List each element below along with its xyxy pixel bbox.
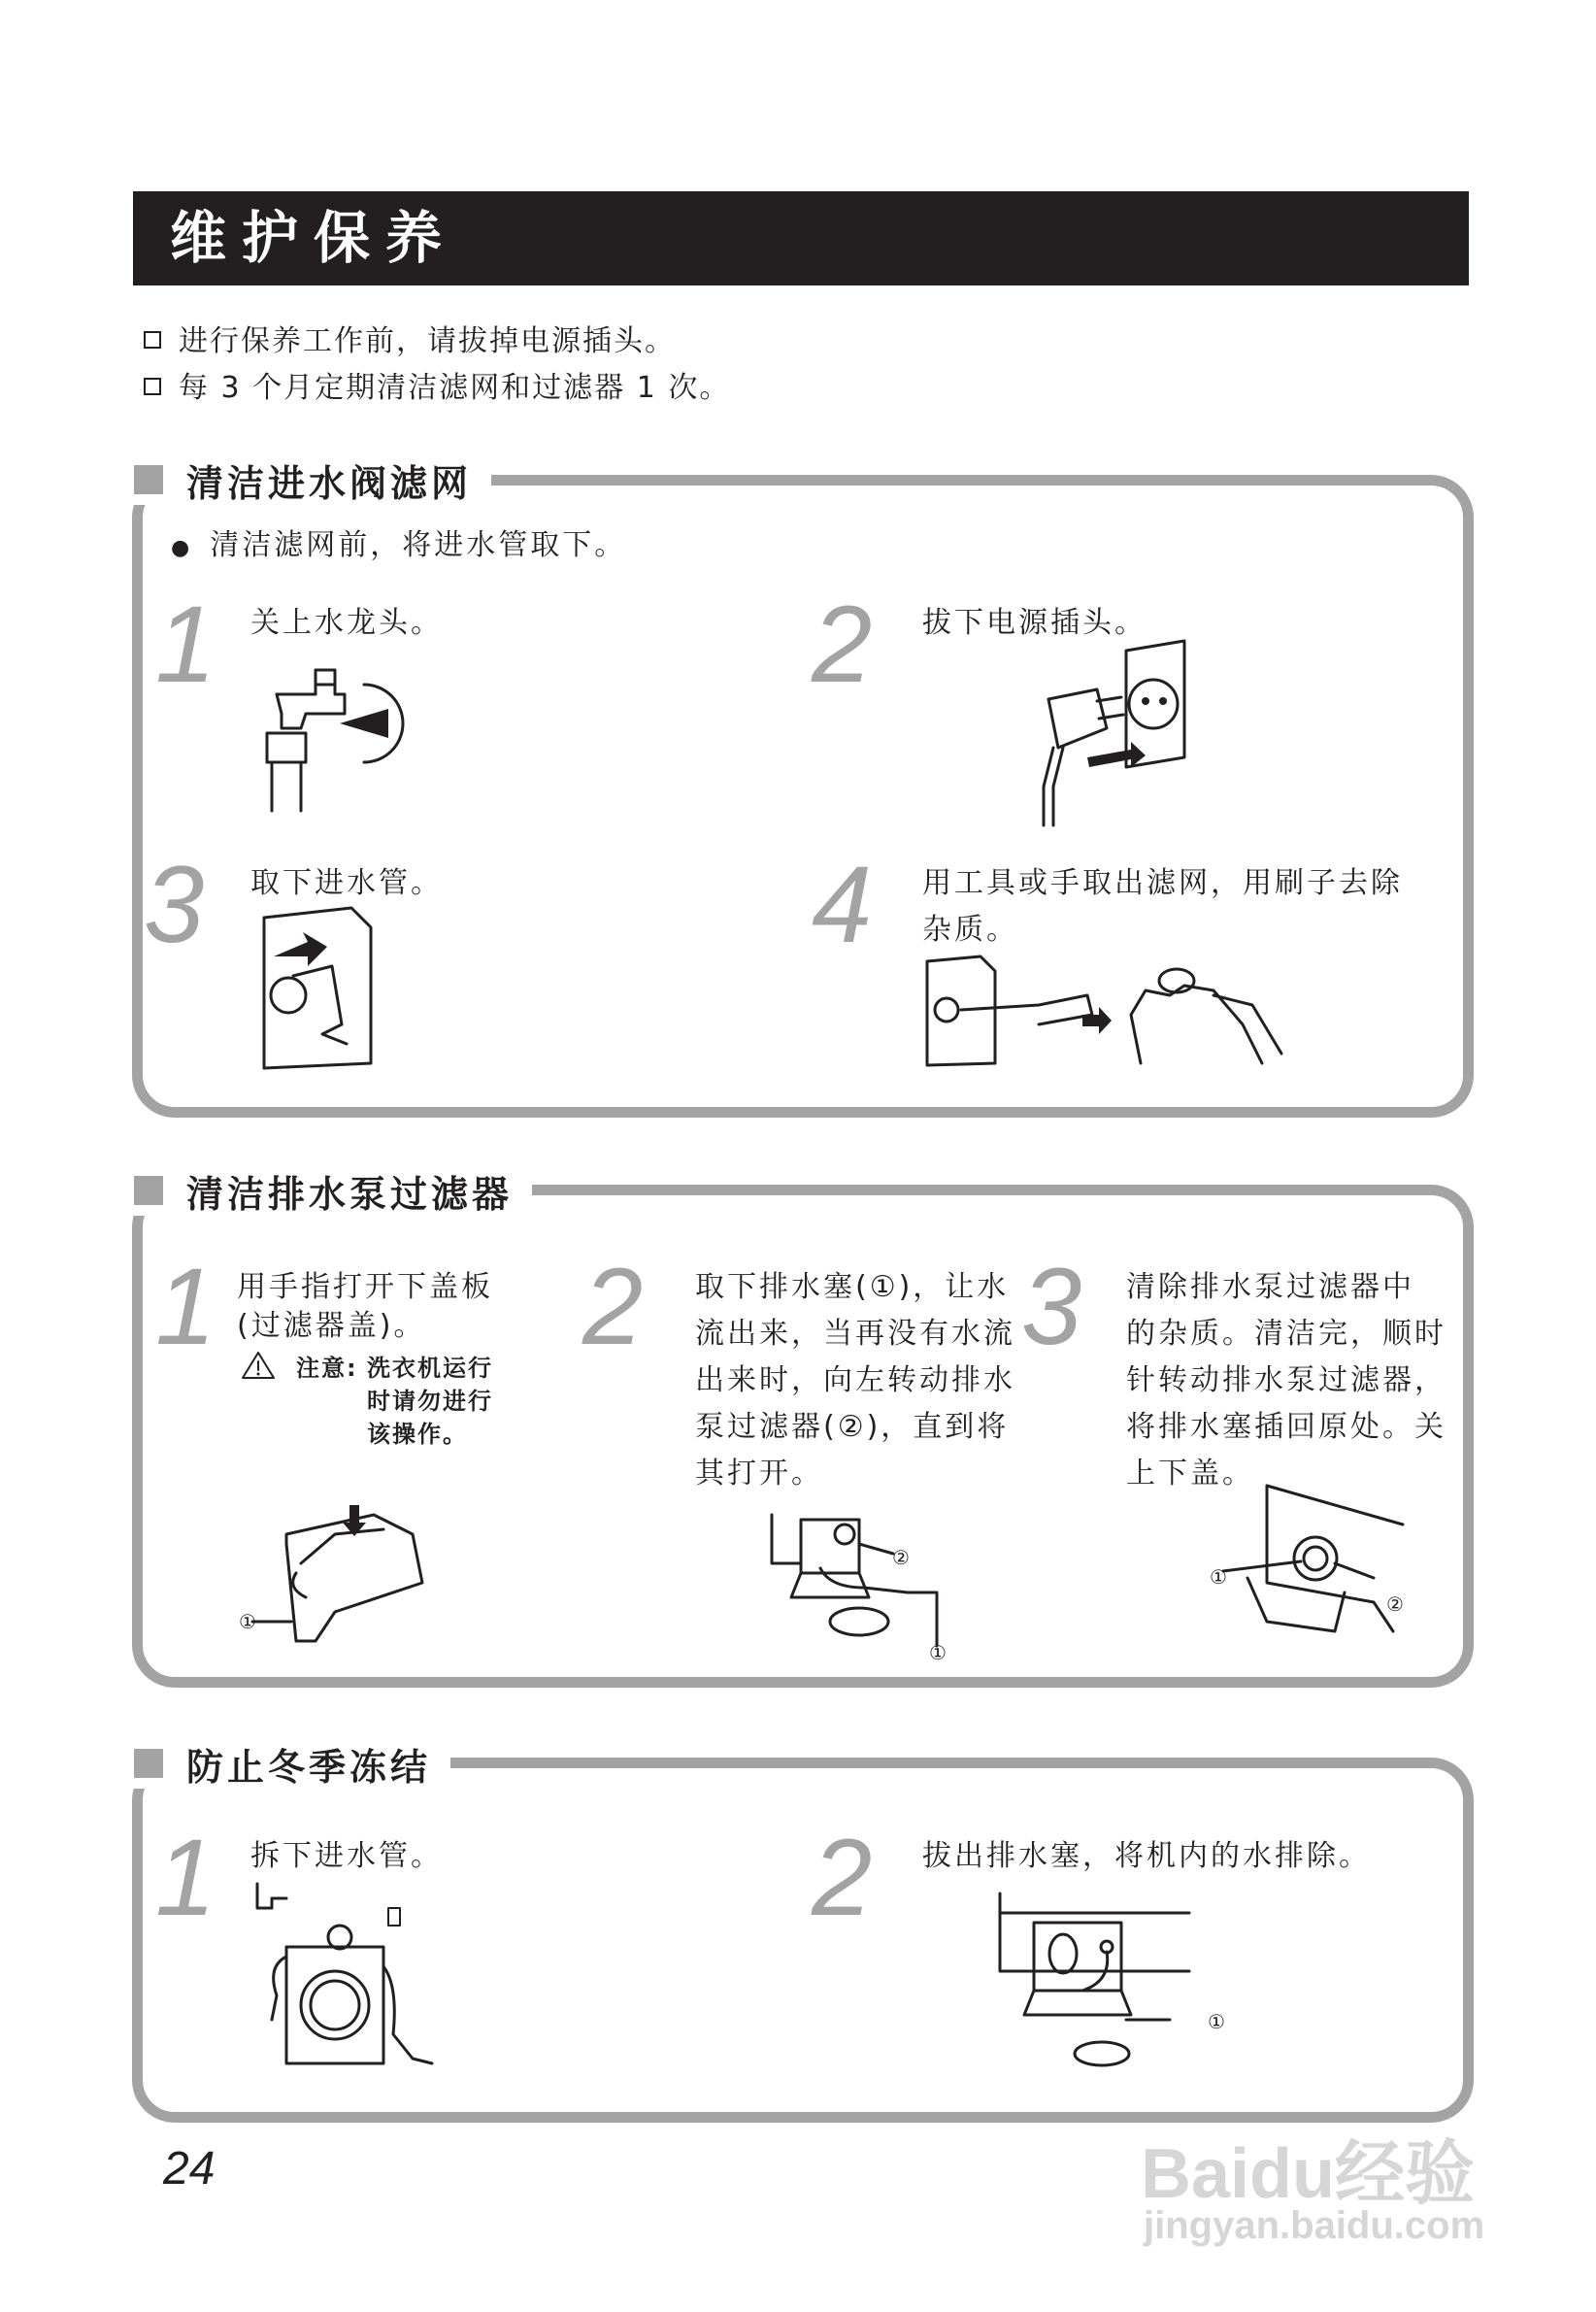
filter-cleaning-illustration bbox=[922, 956, 1311, 1073]
step-text-line: (过滤器盖)。 bbox=[237, 1309, 426, 1343]
step-number: 4 bbox=[812, 844, 873, 965]
intro-text: 每 3 个月定期清洁滤网和过滤器 1 次。 bbox=[179, 371, 731, 405]
marker-two: ② bbox=[892, 1546, 910, 1569]
drain-water-illustration bbox=[995, 1893, 1218, 2078]
note-text: 清洁滤网前，将进水管取下。 bbox=[210, 528, 627, 562]
section-note bbox=[171, 522, 626, 572]
step-text-line: 用手指打开下盖板 bbox=[237, 1270, 493, 1304]
step-text: 拔出排水塞，将机内的水排除。 bbox=[922, 1839, 1371, 1873]
step-text: 关上水龙头。 bbox=[250, 606, 443, 640]
faucet-illustration bbox=[248, 655, 413, 821]
marker-two: ② bbox=[1386, 1592, 1404, 1616]
title-bar bbox=[133, 191, 1469, 285]
step-number: 2 bbox=[812, 1817, 873, 1938]
marker-one: ① bbox=[1210, 1565, 1227, 1589]
intro-item bbox=[144, 322, 676, 361]
section-title: 清洁进水阀滤网 bbox=[186, 461, 473, 505]
step-number: 3 bbox=[1021, 1246, 1082, 1367]
step-number: 1 bbox=[155, 1817, 216, 1938]
warning-text: 该操作。 bbox=[367, 1421, 468, 1448]
checkbox-square-icon bbox=[144, 331, 161, 349]
marker-one: ① bbox=[1208, 2010, 1225, 2033]
page-title: 维护保养 bbox=[170, 205, 458, 271]
step-text-line: 流出来，当再没有水流 bbox=[695, 1317, 1015, 1351]
step-number: 2 bbox=[812, 584, 873, 705]
watermark-url: jingyan.baidu.com bbox=[1144, 2204, 1485, 2247]
remove-hose-illustration bbox=[254, 908, 381, 1073]
section-square-icon bbox=[134, 465, 163, 494]
marker-one: ① bbox=[239, 1610, 256, 1633]
step-text: 取下进水管。 bbox=[250, 866, 443, 900]
section-title: 清洁排水泵过滤器 bbox=[186, 1172, 514, 1216]
drain-plug-illustration bbox=[772, 1515, 956, 1651]
step-text: 拆下进水管。 bbox=[250, 1839, 443, 1873]
step-text-line: 上下盖。 bbox=[1126, 1457, 1254, 1491]
step-number: 3 bbox=[144, 844, 205, 965]
step-text-line: 出来时，向左转动排水 bbox=[695, 1363, 1015, 1397]
section-square-icon bbox=[134, 1749, 163, 1778]
warning-triangle-icon bbox=[241, 1350, 276, 1381]
step-text-line: 用工具或手取出滤网，用刷子去除 bbox=[922, 866, 1403, 900]
open-cover-illustration bbox=[238, 1505, 432, 1651]
step-text-line: 将排水塞插回原处。关 bbox=[1126, 1410, 1446, 1444]
step-text-line: 杂质。 bbox=[922, 913, 1018, 947]
step-text-line: 泵过滤器(②)，直到将 bbox=[695, 1410, 1010, 1444]
intro-text: 进行保养工作前，请拔掉电源插头。 bbox=[179, 324, 676, 358]
warning-text: 时请勿进行 bbox=[367, 1388, 493, 1415]
step-text: 拔下电源插头。 bbox=[922, 606, 1147, 640]
section-heading bbox=[134, 1738, 450, 1789]
intro-item bbox=[144, 369, 730, 408]
checkbox-square-icon bbox=[144, 378, 161, 395]
page-number: 24 bbox=[163, 2143, 216, 2195]
step-text-line: 其打开。 bbox=[695, 1457, 823, 1491]
section-title: 防止冬季冻结 bbox=[186, 1745, 432, 1789]
warning-label: 注意: bbox=[296, 1355, 358, 1382]
step-text-line: 取下排水塞(①)，让水 bbox=[695, 1270, 1010, 1304]
bullet-icon: ● bbox=[171, 536, 193, 560]
section-heading bbox=[134, 454, 491, 505]
washer-hose-illustration bbox=[248, 1879, 442, 2073]
step-text-line: 清除排水泵过滤器中 bbox=[1126, 1270, 1414, 1304]
marker-one: ① bbox=[929, 1641, 947, 1664]
step-text-line: 针转动排水泵过滤器， bbox=[1126, 1363, 1446, 1397]
warning-text: 洗衣机运行 bbox=[367, 1355, 493, 1382]
reinsert-plug-illustration bbox=[1209, 1486, 1403, 1651]
section-square-icon bbox=[134, 1176, 163, 1205]
watermark-logo: Baidu经验 bbox=[1141, 2135, 1476, 2213]
step-number: 2 bbox=[582, 1246, 644, 1367]
step-number: 1 bbox=[155, 1246, 216, 1367]
step-text-line: 的杂质。清洁完，顺时 bbox=[1126, 1317, 1446, 1351]
plug-outlet-illustration bbox=[1029, 641, 1194, 835]
section-heading bbox=[134, 1165, 532, 1216]
step-number: 1 bbox=[155, 584, 216, 705]
